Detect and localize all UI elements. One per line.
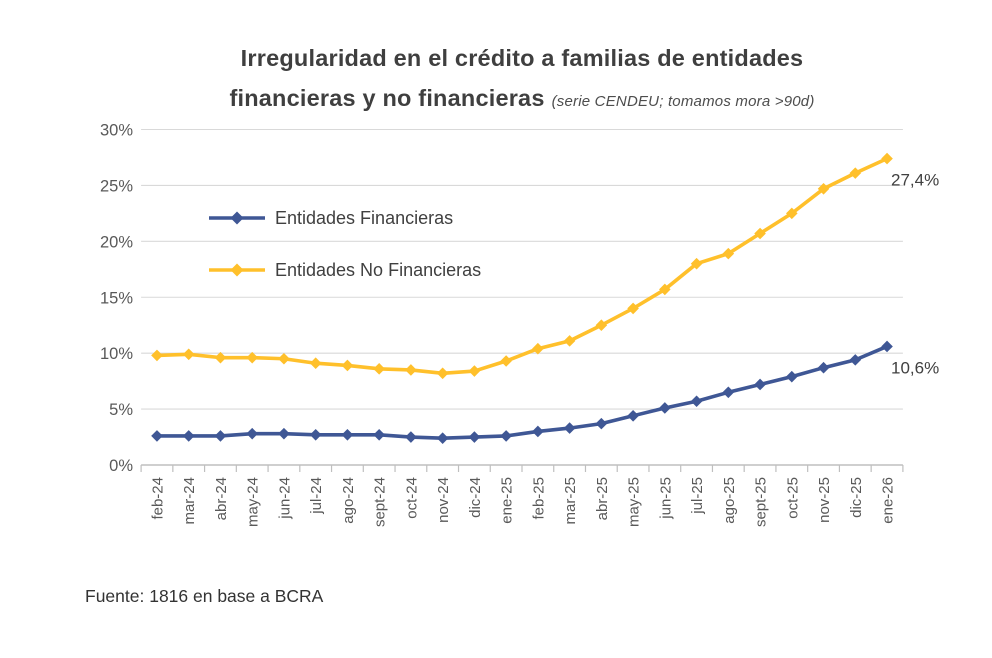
y-tick-label: 0% [109, 457, 133, 475]
y-tick-label: 25% [99, 177, 133, 196]
y-tick-label: 15% [99, 289, 133, 308]
data-point-diamond [405, 364, 417, 376]
data-point-diamond [500, 355, 512, 367]
data-point-diamond [564, 335, 576, 347]
data-point-diamond [437, 432, 449, 444]
data-point-diamond [691, 395, 703, 407]
x-tick-label: may-25 [625, 477, 643, 528]
data-point-diamond [849, 167, 861, 179]
x-tick-label: sept-24 [371, 477, 389, 528]
legend-item-entidades-financieras [208, 203, 481, 233]
data-point-diamond [881, 341, 893, 353]
data-point-diamond [183, 430, 195, 442]
chart-title-line1: Irregularidad en el crédito a familias de entidades [240, 45, 804, 71]
data-point-diamond [849, 354, 861, 366]
x-tick-label: may-24 [244, 477, 262, 528]
x-tick-label: abr-25 [593, 477, 611, 521]
chart-title [52, 38, 992, 119]
x-tick-label: ago-25 [720, 477, 738, 524]
x-tick-label: ago-24 [339, 477, 357, 524]
y-tick-label: 30% [99, 121, 133, 140]
data-point-diamond [183, 348, 195, 360]
data-point-diamond [723, 387, 735, 399]
y-tick-label: 20% [99, 233, 133, 252]
chart-subtitle: (serie CENDEU; tomamos mora >90d) [551, 93, 815, 111]
data-point-diamond [786, 371, 798, 383]
x-tick-label: feb-25 [530, 477, 548, 520]
data-point-diamond [405, 431, 417, 443]
data-point-diamond [373, 363, 385, 375]
legend-marker-financieras-icon [208, 210, 266, 226]
x-tick-label: mar-25 [562, 477, 580, 525]
data-point-diamond [437, 367, 449, 379]
source-note: Fuente: 1816 en base a BCRA [85, 586, 324, 606]
legend-marker-no-financieras-icon [208, 262, 266, 278]
data-point-diamond [246, 428, 258, 440]
data-point-diamond [342, 360, 354, 372]
data-point-diamond [151, 430, 163, 442]
data-point-diamond [278, 428, 290, 440]
x-tick-label: nov-24 [435, 477, 453, 523]
x-tick-label: mar-24 [181, 477, 199, 525]
data-point-diamond [469, 431, 481, 443]
x-tick-label: ene-26 [879, 477, 897, 524]
x-tick-label: dic-24 [466, 477, 484, 518]
x-tick-label: oct-24 [403, 477, 421, 519]
y-tick-label: 5% [109, 401, 133, 420]
data-point-diamond [881, 153, 893, 165]
legend-item-entidades-no-financieras [208, 255, 481, 285]
data-point-diamond [373, 429, 385, 441]
data-point-diamond [818, 362, 830, 374]
data-point-diamond [151, 350, 163, 362]
series-line [157, 346, 887, 438]
data-point-diamond [659, 402, 671, 414]
x-tick-label: sept-25 [752, 477, 770, 528]
data-point-diamond [627, 410, 639, 422]
data-point-diamond [596, 418, 608, 430]
series-end-value-label: 27,4% [891, 170, 940, 190]
x-tick-label: jul-24 [308, 477, 326, 514]
data-point-diamond [215, 430, 227, 442]
series-entidades-financieras [151, 341, 939, 444]
data-point-diamond [278, 353, 290, 365]
x-tick-label: jul-25 [689, 477, 707, 514]
data-point-diamond [500, 430, 512, 442]
x-tick-label: ene-25 [498, 476, 516, 524]
x-tick-label: oct-25 [784, 477, 802, 519]
legend-label-financieras: Entidades Financieras [275, 207, 454, 228]
y-tick-label: 10% [99, 345, 133, 364]
data-point-diamond [310, 429, 322, 441]
x-tick-label: feb-24 [149, 477, 167, 520]
x-tick-label: dic-25 [847, 477, 865, 518]
x-tick-label: nov-25 [816, 477, 834, 523]
data-point-diamond [564, 422, 576, 434]
x-tick-label: jun-25 [657, 477, 675, 519]
x-tick-label: abr-24 [212, 477, 230, 521]
chart-title-line2-text: financieras y no financieras [229, 85, 545, 112]
data-point-diamond [754, 379, 766, 391]
series-end-value-label: 10,6% [891, 358, 940, 378]
x-tick-label: jun-24 [276, 477, 294, 519]
data-point-diamond [532, 426, 544, 438]
legend-label-no-financieras: Entidades No Financieras [275, 259, 482, 280]
chart-title-line2 [52, 78, 992, 118]
data-point-diamond [310, 357, 322, 369]
chart-legend [208, 203, 481, 307]
data-point-diamond [342, 429, 354, 441]
data-point-diamond [469, 365, 481, 377]
